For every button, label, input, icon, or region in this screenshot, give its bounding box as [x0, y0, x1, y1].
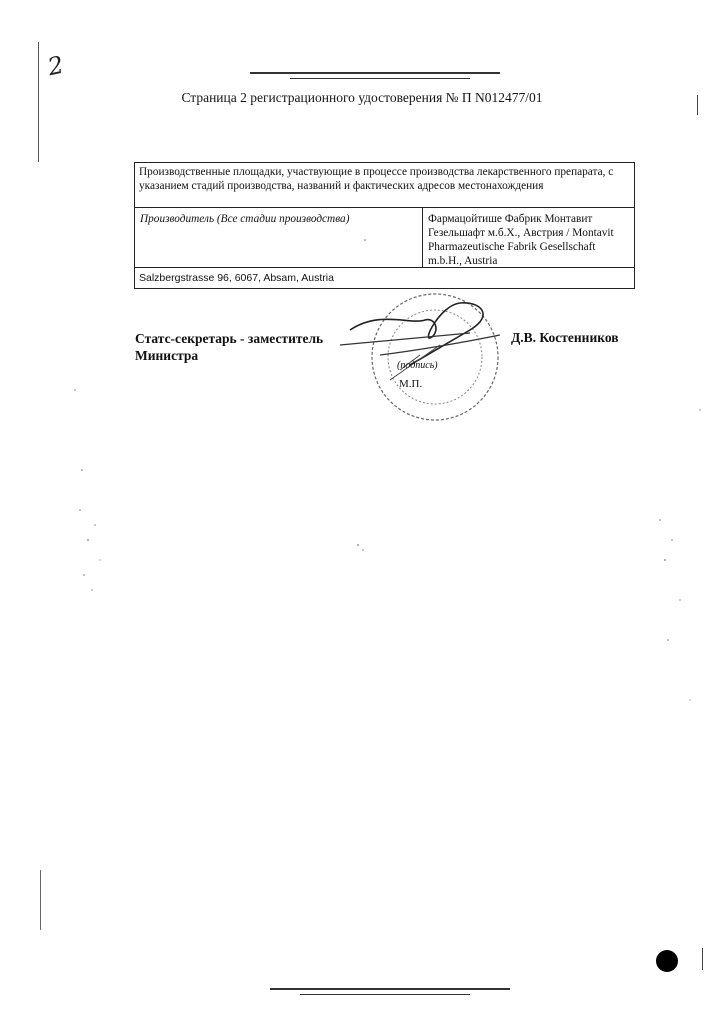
seal-caption: М.П.	[399, 378, 423, 390]
page-title: Страница 2 регистрационного удостоверения № П N012477/01	[181, 90, 543, 105]
manufacturer-role: Производитель (Все стадии производства)	[140, 213, 350, 225]
signature-caption: (подпись)	[397, 360, 438, 371]
manufacturer-name: Фармацойтише Фабрик Монтавит Гезельшафт м.б.Х., Австрия / Montavit Pharmazeutische Fabrik Gesellschaft m.b.H., Austria	[428, 213, 614, 267]
table-heading: Производственные площадки, участвующие в процессе производства лекарственного препарата, с указанием стадий производства, названий и фактических адресов местонахождения	[135, 163, 634, 208]
signer-name: Д.В. Костенников	[511, 330, 619, 345]
manufacturer-address: Salzbergstrasse 96, 6067, Absam, Austria	[139, 272, 334, 284]
handwritten-page-number: 2	[45, 50, 67, 82]
scan-artifact-dot	[656, 950, 678, 972]
signer-position: Статс-секретарь - заместитель Министра	[135, 331, 324, 363]
